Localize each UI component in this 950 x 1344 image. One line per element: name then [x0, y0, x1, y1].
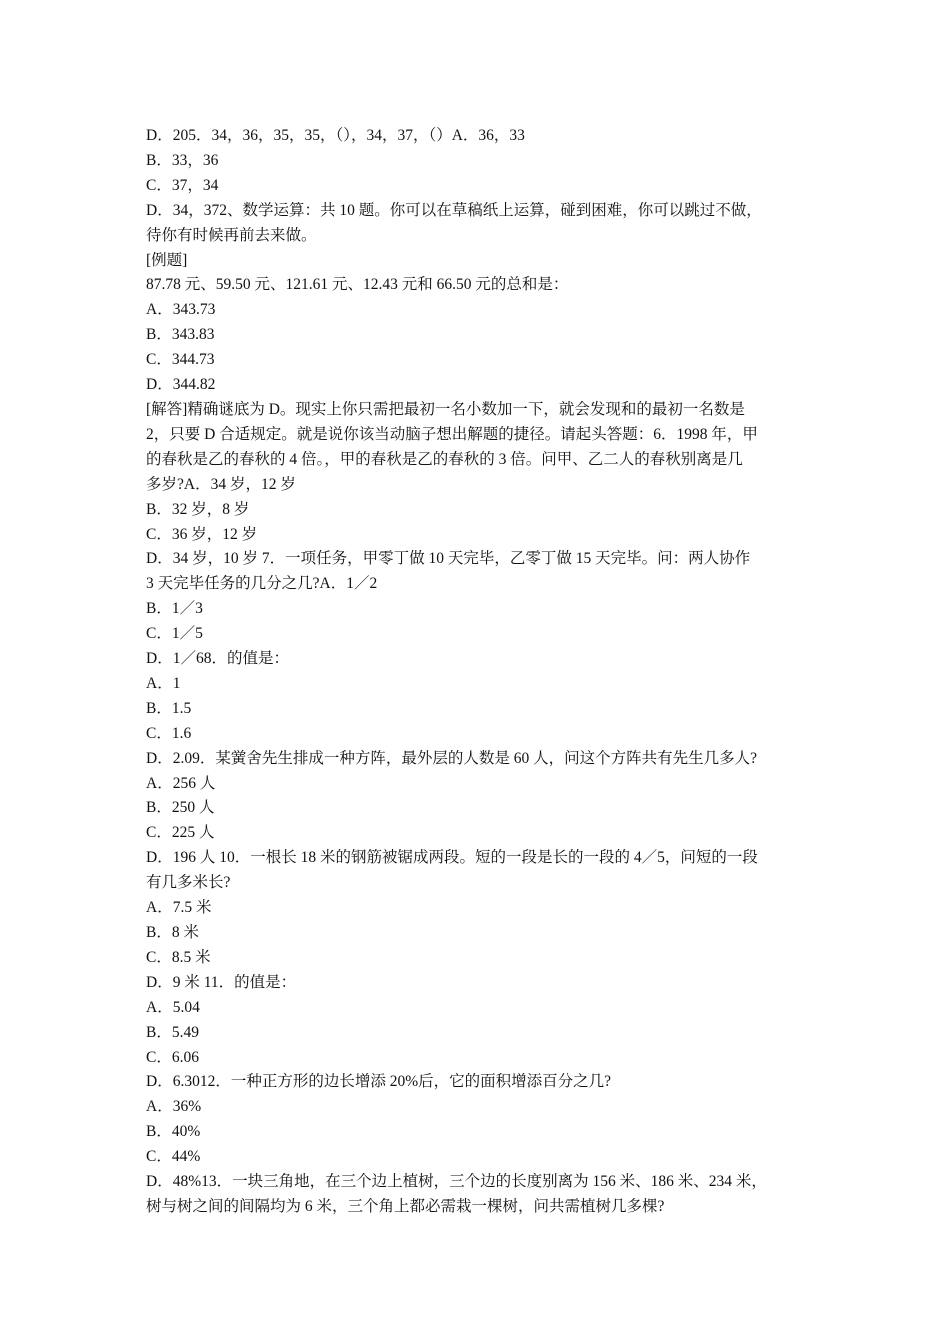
text-line: D．48%13．一块三角地，在三个边上植树，三个边的长度别离为 156 米、186 米、234 米，: [146, 1173, 767, 1191]
text-line: D．34 岁，10 岁 7．一项任务，甲零丁做 10 天完毕，乙零丁做 15 天完毕。问：两人协作: [146, 550, 751, 568]
text-line: C．44%: [146, 1148, 201, 1166]
text-line: [例题]: [146, 251, 188, 269]
text-line: C．8.5 米: [146, 948, 211, 966]
text-line: D．34，372、数学运算：共 10 题。你可以在草稿纸上运算，碰到困难，你可以跳过不做，: [146, 201, 762, 219]
text-line: 多岁?A．34 岁，12 岁: [146, 475, 296, 493]
text-line: A．256 人: [146, 774, 216, 792]
text-line: D．196 人 10．一根长 18 米的钢筋被锯成两段。短的一段是长的一段的 4／5，问短的一段: [146, 849, 758, 867]
text-line: 3 天完毕任务的几分之几?A．1／2: [146, 575, 378, 593]
text-line: B．250 人: [146, 799, 215, 817]
text-line: C．344.73: [146, 351, 215, 369]
text-line: B．343.83: [146, 326, 215, 344]
document-page: [146, 124, 821, 1220]
text-line: 有几多米长?: [146, 874, 231, 892]
text-line: B．1.5: [146, 699, 192, 717]
text-line: C．6.06: [146, 1048, 199, 1066]
text-line: C．1／5: [146, 625, 203, 643]
text-line: 的春秋是乙的春秋的 4 倍。，甲的春秋是乙的春秋的 3 倍。问甲、乙二人的春秋别离是几: [146, 450, 743, 468]
text-line: 树与树之间的间隔均为 6 米，三个角上都必需栽一棵树，问共需植树几多棵?: [146, 1197, 665, 1215]
text-line: A．5.04: [146, 998, 200, 1016]
text-line: C．36 岁，12 岁: [146, 525, 258, 543]
text-line: C．1.6: [146, 724, 192, 742]
text-line: [解答]精确谜底为 D。现实上你只需把最初一名小数加一下，就会发现和的最初一名数是: [146, 400, 745, 418]
text-line: A．7.5 米: [146, 899, 212, 917]
text-line: B．5.49: [146, 1023, 199, 1041]
text-line: B．8 米: [146, 924, 199, 941]
text-line: 87.78 元、59.50 元、121.61 元、12.43 元和 66.50 元的总和是：: [146, 276, 569, 294]
text-line: D．1／68．的值是：: [146, 650, 289, 668]
text-line: A．343.73: [146, 301, 216, 319]
text-line: C．37，34: [146, 176, 219, 194]
text-line: D．6.3012．一种正方形的边长增添 20%后，它的面积增添百分之几?: [146, 1073, 611, 1091]
text-line: D．9 米 11．的值是：: [146, 973, 297, 991]
text-line: D．344.82: [146, 376, 216, 394]
text-line: C．225 人: [146, 824, 215, 842]
text-line: B．1／3: [146, 600, 203, 618]
text-line: D．205．34，36，35，35，（），34，37，（）A．36，33: [146, 127, 525, 144]
text-line: B．33，36: [146, 151, 219, 169]
text-line: B．32 岁，8 岁: [146, 500, 250, 518]
text-line: D．2.09．某黉舍先生排成一种方阵，最外层的人数是 60 人，问这个方阵共有先生几多人?: [146, 749, 757, 767]
text-line: A．36%: [146, 1098, 202, 1116]
text-line: B．40%: [146, 1123, 201, 1141]
text-line: 待你有时候再前去来做。: [146, 226, 317, 244]
text-line: 2，只要 D 合适规定。就是说你该当动脑子想出解题的捷径。请起头答题：6．1998 年，甲: [146, 425, 758, 443]
text-line: A．1: [146, 674, 181, 692]
